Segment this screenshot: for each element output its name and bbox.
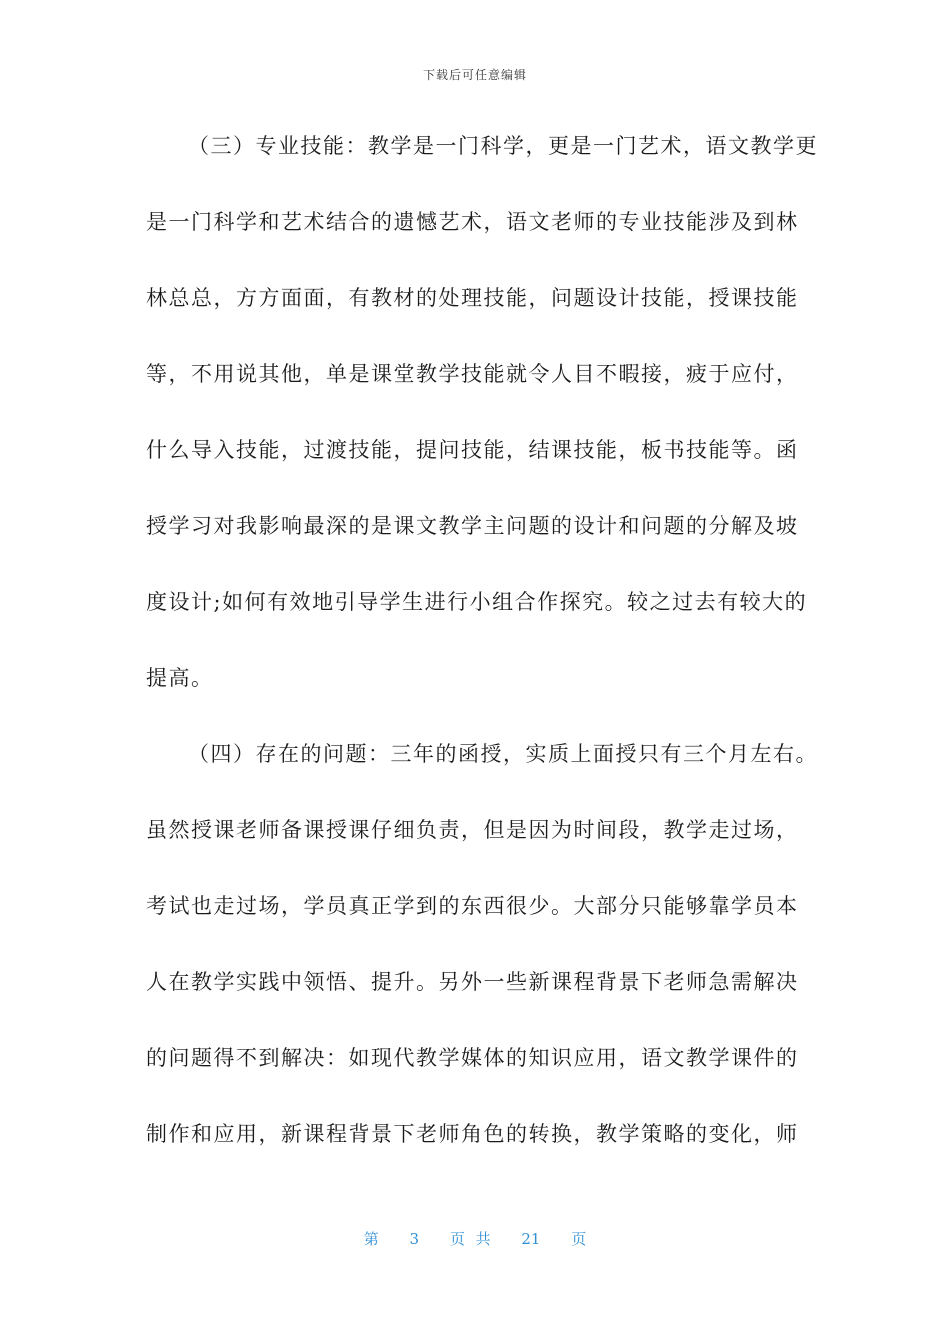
footer-total-pages: 21 — [521, 1230, 541, 1248]
paragraph-1-line-8: 提高。 — [146, 666, 214, 690]
footer-suffix: 页 — [571, 1230, 587, 1248]
document-body — [146, 128, 818, 1192]
paragraph-1-line-2: 是一门科学和艺术结合的遗憾艺术，语文老师的专业技能涉及到林 — [146, 210, 799, 234]
page-footer — [0, 1228, 950, 1249]
paragraph-1-line-5: 什么导入技能，过渡技能，提问技能，结课技能，板书技能等。函 — [146, 438, 799, 462]
paragraph-1-line-1: （三）专业技能：教学是一门科学，更是一门艺术，语文教学更 — [188, 134, 818, 158]
paragraph-1-line-6: 授学习对我影响最深的是课文教学主问题的设计和问题的分解及坡 — [146, 514, 799, 538]
paragraph-2-line-5: 的问题得不到解决：如现代教学媒体的知识应用，语文教学课件的 — [146, 1046, 799, 1070]
footer-current-page: 3 — [409, 1230, 420, 1248]
paragraph-1-line-3: 林总总，方方面面，有教材的处理技能，问题设计技能，授课技能 — [146, 286, 799, 310]
paragraph-1-line-4: 等，不用说其他，单是课堂教学技能就令人目不暇接，疲于应付， — [146, 362, 799, 386]
footer-prefix: 第 — [363, 1230, 379, 1248]
paragraph-2-line-3: 考试也走过场，学员真正学到的东西很少。大部分只能够靠学员本 — [146, 894, 799, 918]
footer-middle: 页 共 — [449, 1230, 491, 1248]
page-header: 下载后可任意编辑 — [422, 68, 527, 82]
paragraph-2-line-1: （四）存在的问题：三年的函授，实质上面授只有三个月左右。 — [188, 742, 818, 766]
paragraph-1-line-7: 度设计;如何有效地引导学生进行小组合作探究。较之过去有较大的 — [146, 590, 808, 614]
paragraph-2-line-4: 人在教学实践中领悟、提升。另外一些新课程背景下老师急需解决 — [146, 970, 799, 994]
paragraph-2-line-6: 制作和应用，新课程背景下老师角色的转换，教学策略的变化，师 — [146, 1122, 799, 1146]
paragraph-2-line-2: 虽然授课老师备课授课仔细负责，但是因为时间段，教学走过场， — [146, 818, 799, 842]
